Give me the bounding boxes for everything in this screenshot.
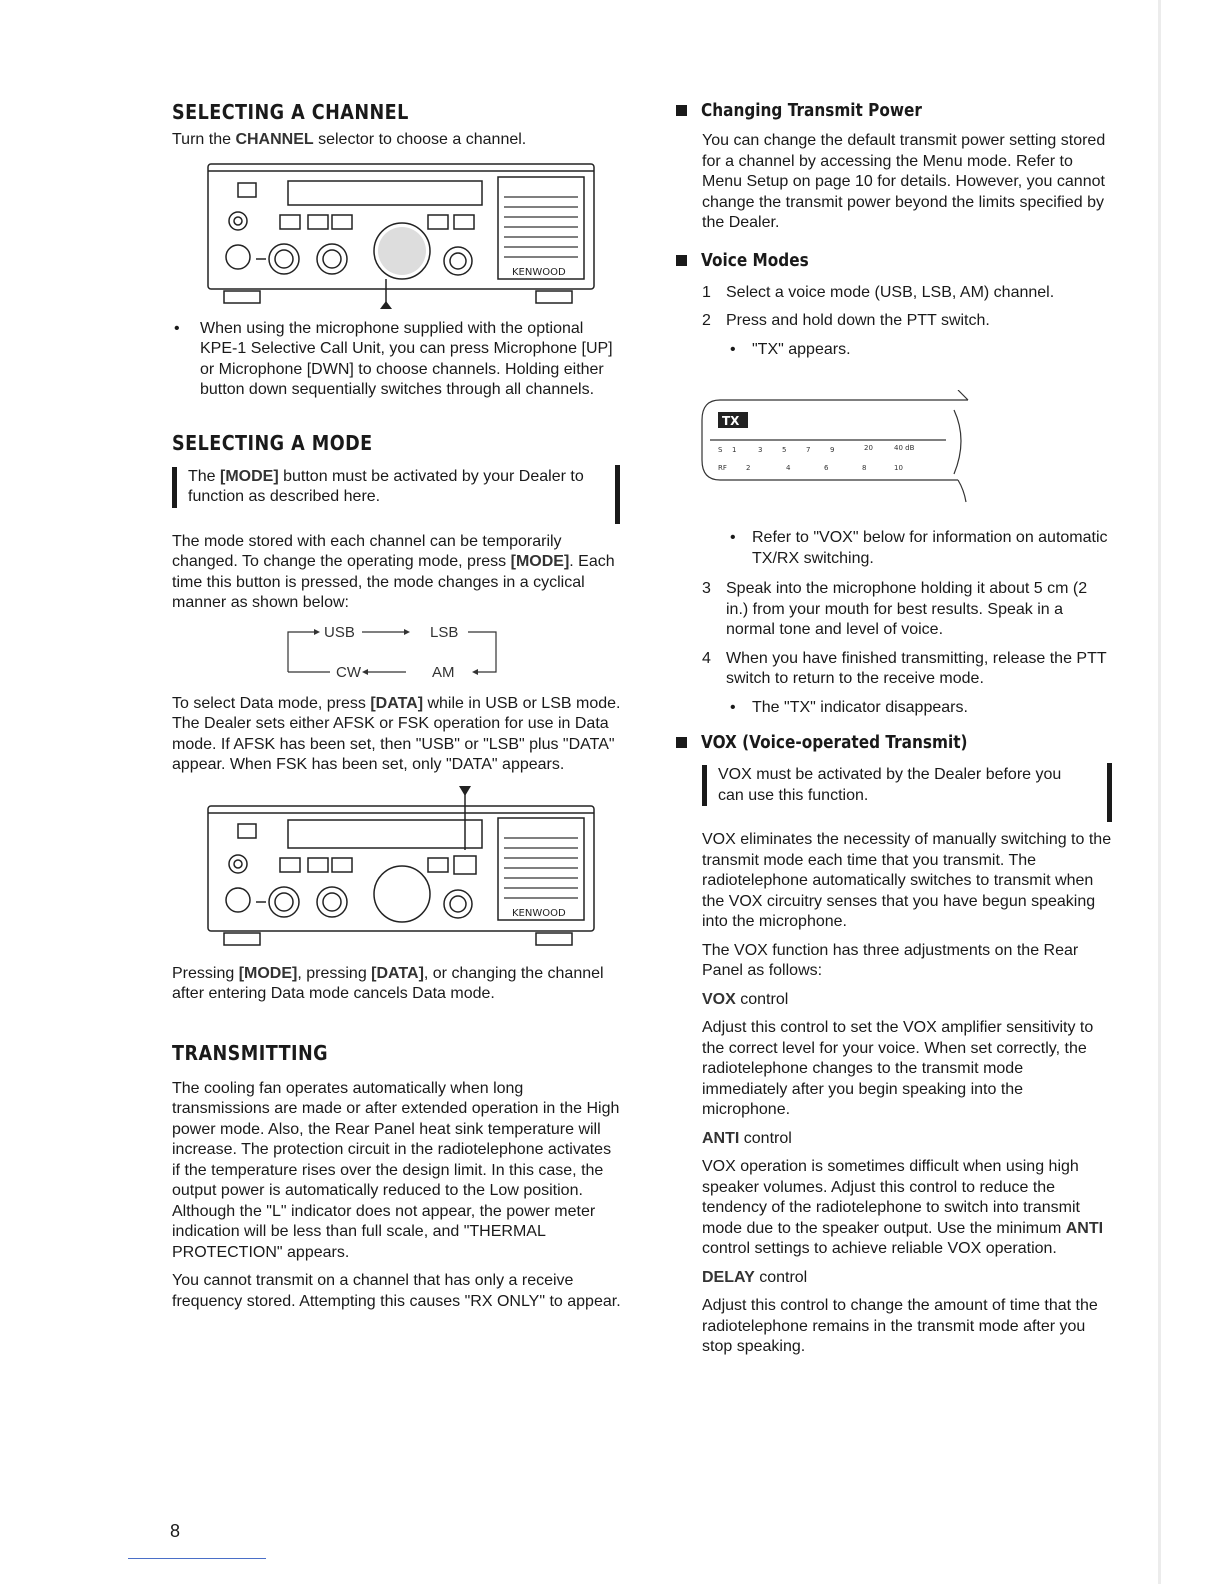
svg-text:2: 2 bbox=[746, 464, 751, 472]
voice-steps bbox=[702, 283, 1112, 332]
page-edge-shadow bbox=[1158, 0, 1161, 1584]
cycle-am: AM bbox=[432, 663, 455, 681]
svg-text:8: 8 bbox=[862, 464, 867, 472]
svg-text:S: S bbox=[718, 446, 723, 454]
channel-bullets bbox=[172, 319, 622, 401]
svg-text:6: 6 bbox=[824, 464, 829, 472]
svg-text:40 dB: 40 dB bbox=[894, 444, 915, 452]
heading-vox: VOX (Voice-operated Transmit) bbox=[676, 732, 1112, 753]
delay-control-heading: DELAY control bbox=[702, 1268, 808, 1286]
mode-paragraph-3: Pressing [MODE], pressing [DATA], or changing the channel after entering Data mode cancels Data mode. bbox=[172, 964, 604, 1002]
left-column bbox=[172, 100, 622, 1320]
mode-cycle-diagram bbox=[282, 622, 512, 684]
anti-control-paragraph: VOX operation is sometimes difficult when using high speaker volumes. Adjust this control to reduce the tendency of the radiotelephone to switch into transmit mode due to the speaker output. Use the minimum ANTI control settings to achieve reliable VOX operation. bbox=[702, 1158, 1104, 1257]
heading-voice-modes: Voice Modes bbox=[676, 250, 1112, 271]
bullet-square-icon bbox=[676, 105, 687, 116]
svg-text:7: 7 bbox=[806, 446, 811, 454]
radio-front-panel-figure-channel bbox=[172, 159, 602, 309]
voice-step: 2 Press and hold down the PTT switch. bbox=[702, 312, 990, 329]
tx-badge: TX bbox=[722, 414, 740, 428]
voice-sub-list-2 bbox=[730, 528, 1112, 569]
heading-selecting-mode: SELECTING A MODE bbox=[172, 430, 373, 455]
transmit-power-paragraph: You can change the default transmit power setting stored for a channel by accessing the Menu mode. Refer to Menu Setup on page 10 for details. However, you cannot change the transmit power beyond the limits specified by the Dealer. bbox=[702, 132, 1106, 231]
voice-step: 3 Speak into the microphone holding it about 5 cm (2 in.) from your mouth for best results. Speak in a normal tone and level of voice. bbox=[702, 580, 1088, 638]
mode-cycle-arrows bbox=[282, 622, 512, 684]
svg-text:1: 1 bbox=[732, 446, 737, 454]
page-number: 8 bbox=[170, 1521, 181, 1541]
voice-step: 4 When you have finished transmitting, release the PTT switch to return to the receive mode. bbox=[702, 649, 1107, 687]
svg-text:3: 3 bbox=[758, 446, 763, 454]
mode-paragraph-2: To select Data mode, press [DATA] while in USB or LSB mode. The Dealer sets either AFSK or FSK operation for use in Data mode. If AFSK has been set, then "USB" or "LSB" plus "DATA" appear. When FSK has been set, only "DATA" appears. bbox=[172, 694, 621, 773]
delay-control-paragraph: Adjust this control to change the amount of time that the radiotelephone remains in the transmit mode after you stop speaking. bbox=[702, 1297, 1098, 1355]
cycle-usb: USB bbox=[324, 623, 355, 641]
transmitting-paragraph-2: You cannot transmit on a channel that has only a receive frequency stored. Attempting this causes "RX ONLY" to appear. bbox=[172, 1272, 621, 1310]
bullet-square-icon bbox=[676, 737, 687, 748]
voice-sub-item: • Refer to "VOX" below for information on automatic TX/RX switching. bbox=[730, 528, 1112, 569]
svg-text:9: 9 bbox=[830, 446, 835, 454]
svg-text:RF: RF bbox=[718, 464, 727, 472]
vox-control-heading: VOX control bbox=[702, 990, 789, 1008]
cycle-cw: CW bbox=[336, 663, 361, 681]
heading-transmit-power: Changing Transmit Power bbox=[676, 100, 1112, 121]
radio-front-panel-figure-data bbox=[172, 784, 602, 954]
vox-paragraph-2: The VOX function has three adjustments on the Rear Panel as follows: bbox=[702, 941, 1079, 979]
heading-selecting-channel: SELECTING A CHANNEL bbox=[172, 100, 409, 124]
right-column bbox=[676, 100, 1112, 1366]
vox-paragraph-1: VOX eliminates the necessity of manually switching to the transmit mode each time that you transmit. The radiotelephone automatically switches to transmit when the VOX circuitry senses that you have begun speaking into the microphone. bbox=[702, 831, 1112, 930]
voice-step: 1 Select a voice mode (USB, LSB, AM) channel. bbox=[702, 283, 1055, 301]
heading-transmitting: TRANSMITTING bbox=[172, 1040, 329, 1065]
voice-sub-list bbox=[730, 340, 1112, 361]
brand-label: KENWOOD bbox=[512, 266, 566, 278]
voice-sub-item: • "TX" appears. bbox=[730, 340, 1112, 361]
voice-sub-list-3 bbox=[730, 698, 1112, 719]
vox-dealer-note: VOX must be activated by the Dealer before you can use this function. bbox=[702, 763, 1112, 808]
mode-paragraph-1: The mode stored with each channel can be temporarily changed. To change the operating mode, press [MODE]. Each time this button is pressed, the mode changes in a cyclical manner as shown below: bbox=[172, 532, 615, 611]
anti-control-heading: ANTI control bbox=[702, 1129, 792, 1147]
svg-text:10: 10 bbox=[894, 464, 903, 472]
vox-control-paragraph: Adjust this control to set the VOX amplifier sensitivity to the correct level for your voice. When set correctly, the radiotelephone changes to the transmit mode immediately after you begin speaking into the microphone. bbox=[702, 1019, 1094, 1118]
voice-steps-2 bbox=[702, 579, 1112, 690]
footer-rule bbox=[128, 1558, 266, 1559]
tx-display-figure bbox=[696, 390, 976, 510]
mode-dealer-note: The [MODE] button must be activated by your Dealer to function as described here. bbox=[172, 465, 620, 510]
svg-text:4: 4 bbox=[786, 464, 791, 472]
voice-sub-item: • The "TX" indicator disappears. bbox=[730, 698, 1112, 719]
channel-paragraph: Turn the CHANNEL selector to choose a channel. bbox=[172, 131, 527, 148]
channel-bullet-item: • When using the microphone supplied with the optional KPE-1 Selective Call Unit, you can press Microphone [UP] or Microphone [DWN] to choose channels. Holding either button down sequentially switches through all channels. bbox=[172, 319, 622, 401]
brand-label: KENWOOD bbox=[512, 907, 566, 919]
cycle-lsb: LSB bbox=[430, 623, 459, 641]
svg-text:20: 20 bbox=[864, 444, 873, 452]
transmitting-paragraph-1: The cooling fan operates automatically when long transmissions are made or after extended operation in the High power mode. Also, the Rear Panel heat sink temperature will increase. The protection circuit in the radiotelephone activates if the temperature rises over the design limit. In this case, the output power is automatically reduced to the Low position. Although the "L" indicator does not appear, the power meter indication will be less than full scale, and "THERMAL PROTECTION" appears. bbox=[172, 1079, 620, 1261]
svg-text:5: 5 bbox=[782, 446, 787, 454]
bullet-square-icon bbox=[676, 255, 687, 266]
